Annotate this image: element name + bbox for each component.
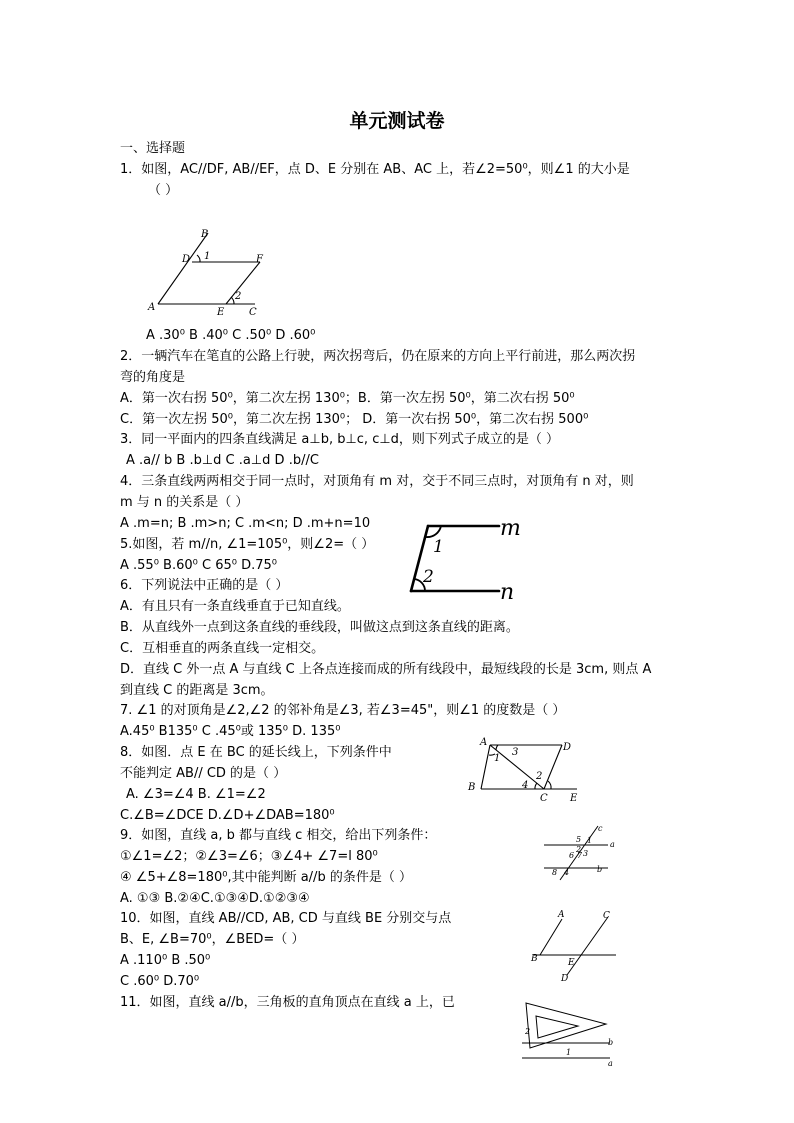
q9-label-a: a [610, 840, 615, 849]
q1-label-d: D [182, 254, 191, 265]
q8-options-cd: C.∠B=∠DCE D.∠D+∠DAB=180⁰ [120, 808, 335, 823]
q9-conditions-line1: ①∠1=∠2；②∠3=∠6；③∠4+ ∠7=l 80⁰ [120, 849, 378, 864]
q5-label-1: 1 [433, 537, 444, 557]
q1-options: A .30⁰ B .40⁰ C .50⁰ D .60⁰ [146, 328, 316, 343]
section-heading: 一、选择题 [120, 141, 186, 156]
q8-label-c: C [540, 793, 548, 804]
q5-label-2: 2 [423, 567, 434, 587]
q9-label-6: 6 [569, 851, 575, 860]
q6-stem: 6．下列说法中正确的是（ ） [120, 578, 289, 593]
q1-label-a: A [148, 302, 156, 313]
q10-parallel-lines-figure [522, 905, 622, 985]
q5-parallel-lines-figure [405, 515, 525, 605]
q6-option-d-line1: D．直线 C 外一点 A 与直线 C 上各点连接而成的所有线段中，最短线段的长是 3cm, 则点 A [120, 662, 652, 677]
q9-options: A. ①③ B.②④C.①③④D.①②③④ [120, 891, 310, 906]
q6-option-c: C．互相垂直的两条直线一定相交。 [120, 641, 325, 656]
q8-label-e: E [570, 793, 578, 804]
q8-label-d: D [563, 742, 572, 753]
q9-label-7: 7 [577, 851, 583, 860]
q7-stem: 7. ∠1 的对顶角是∠2,∠2 的邻补角是∠3, 若∠3=45"，则∠1 的度数是（ ） [120, 703, 566, 718]
q4-options: A .m=n; B .m>n; C .m<n; D .m+n=10 [120, 516, 371, 531]
q9-label-b: b [597, 865, 603, 874]
q6-option-b: B．从直线外一点到这条直线的垂线段，叫做这点到这条直线的距离。 [120, 620, 519, 635]
q3-options: A .a// b B .b⊥d C .a⊥d D .b//C [126, 453, 319, 468]
q9-label-5: 5 [576, 835, 582, 844]
page-title: 单元测试卷 [349, 110, 445, 132]
q10-label-c: C [603, 911, 610, 921]
q2-options-ab: A．第一次右拐 50⁰，第二次左拐 130⁰；B．第一次左拐 50⁰，第二次右拐 50⁰ [120, 391, 575, 406]
q1-label-f: F [256, 254, 263, 265]
q6-option-d-line2: 到直线 C 的距离是 3cm。 [120, 683, 274, 698]
q8-label-2: 2 [536, 771, 543, 782]
q1-stem-line1: 1．如图，AC//DF, AB//EF，点 D、E 分别在 AB、AC 上，若∠2=50⁰，则∠1 的大小是 [120, 162, 630, 177]
q10-stem-line2: B、E, ∠B=70⁰，∠BED=（ ） [120, 932, 305, 947]
q8-trapezoid-figure [462, 733, 587, 808]
q10-label-d: D [561, 974, 569, 984]
q9-label-3: 3 [583, 849, 589, 858]
q8-label-4: 4 [522, 780, 529, 791]
q11-label-a: a [608, 1059, 613, 1068]
q10-options-ab: A .110⁰ B .50⁰ [120, 953, 211, 968]
q9-conditions-line2: ④ ∠5+∠8=180⁰,其中能判断 a//b 的条件是（ ） [120, 870, 412, 885]
q8-options-ab: A. ∠3=∠4 B. ∠1=∠2 [126, 787, 266, 802]
q11-label-b: b [608, 1038, 614, 1047]
q5-stem: 5.如图，若 m//n, ∠1=105⁰，则∠2=（ ） [120, 537, 375, 552]
q2-stem-line1: 2．一辆汽车在笔直的公路上行驶，两次拐弯后，仍在原来的方向上平行前进，那么两次拐 [120, 349, 636, 364]
q9-label-8: 8 [552, 868, 558, 877]
q8-label-1: 1 [494, 753, 501, 764]
q5-label-m: m [500, 516, 521, 541]
q9-label-4: 4 [564, 868, 570, 877]
q7-options: A.45⁰ B135⁰ C .45⁰或 135⁰ D. 135⁰ [120, 724, 341, 739]
q9-label-2: 2 [576, 845, 582, 854]
q11-label-2: 2 [525, 1027, 531, 1036]
q2-options-cd: C．第一次左拐 50⁰，第二次左拐 130⁰； D．第一次右拐 50⁰，第二次右拐 500⁰ [120, 412, 589, 427]
q1-label-2: 2 [235, 291, 242, 302]
q8-stem-line2: 不能判定 AB// CD 的是（ ） [120, 766, 287, 781]
q8-stem-line1: 8．如图．点 E 在 BC 的延长线上，下列条件中 [120, 745, 392, 760]
q4-stem-line2: m 与 n 的关系是（ ） [120, 495, 249, 510]
q11-triangle-ruler-figure [518, 998, 618, 1068]
q10-label-a: A [558, 910, 565, 920]
q10-label-e: E [568, 958, 575, 968]
q1-label-b: B [201, 229, 209, 240]
q1-stem-line2: （ ） [148, 183, 179, 198]
q10-options-cd: C .60⁰ D.70⁰ [120, 974, 200, 989]
q11-stem: 11．如图，直线 a//b，三角板的直角顶点在直线 a 上，已 [120, 995, 455, 1010]
q8-label-b: B [468, 782, 476, 793]
q9-stem: 9．如图，直线 a, b 都与直线 c 相交，给出下列条件： [120, 828, 437, 843]
q10-label-b: B [531, 954, 538, 964]
q6-option-a: A．有且只有一条直线垂直于已知直线。 [120, 599, 350, 614]
q2-stem-line2: 弯的角度是 [120, 370, 186, 385]
q9-transversal-figure [540, 820, 620, 885]
q5-label-n: n [500, 580, 515, 605]
q3-stem: 3．同一平面内的四条直线满足 a⊥b, b⊥c, c⊥d，则下列式子成立的是（ ） [120, 432, 560, 447]
q8-label-3: 3 [512, 747, 519, 758]
q11-label-1: 1 [566, 1048, 572, 1057]
q5-options: A .55⁰ B.60⁰ C 65⁰ D.75⁰ [120, 558, 277, 573]
q1-parallelogram-figure [140, 225, 270, 320]
q1-label-1: 1 [204, 251, 211, 262]
q9-label-c: c [598, 824, 603, 833]
q10-stem-line1: 10．如图，直线 AB//CD, AB, CD 与直线 BE 分别交与点 [120, 911, 452, 926]
q1-label-c: C [249, 307, 257, 318]
q1-label-e: E [217, 307, 225, 318]
q8-label-a: A [480, 737, 488, 748]
q9-label-1: 1 [587, 836, 593, 845]
q4-stem-line1: 4．三条直线两两相交于同一点时，对顶角有 m 对，交于不同三点时，对顶角有 n 对，则 [120, 474, 634, 489]
